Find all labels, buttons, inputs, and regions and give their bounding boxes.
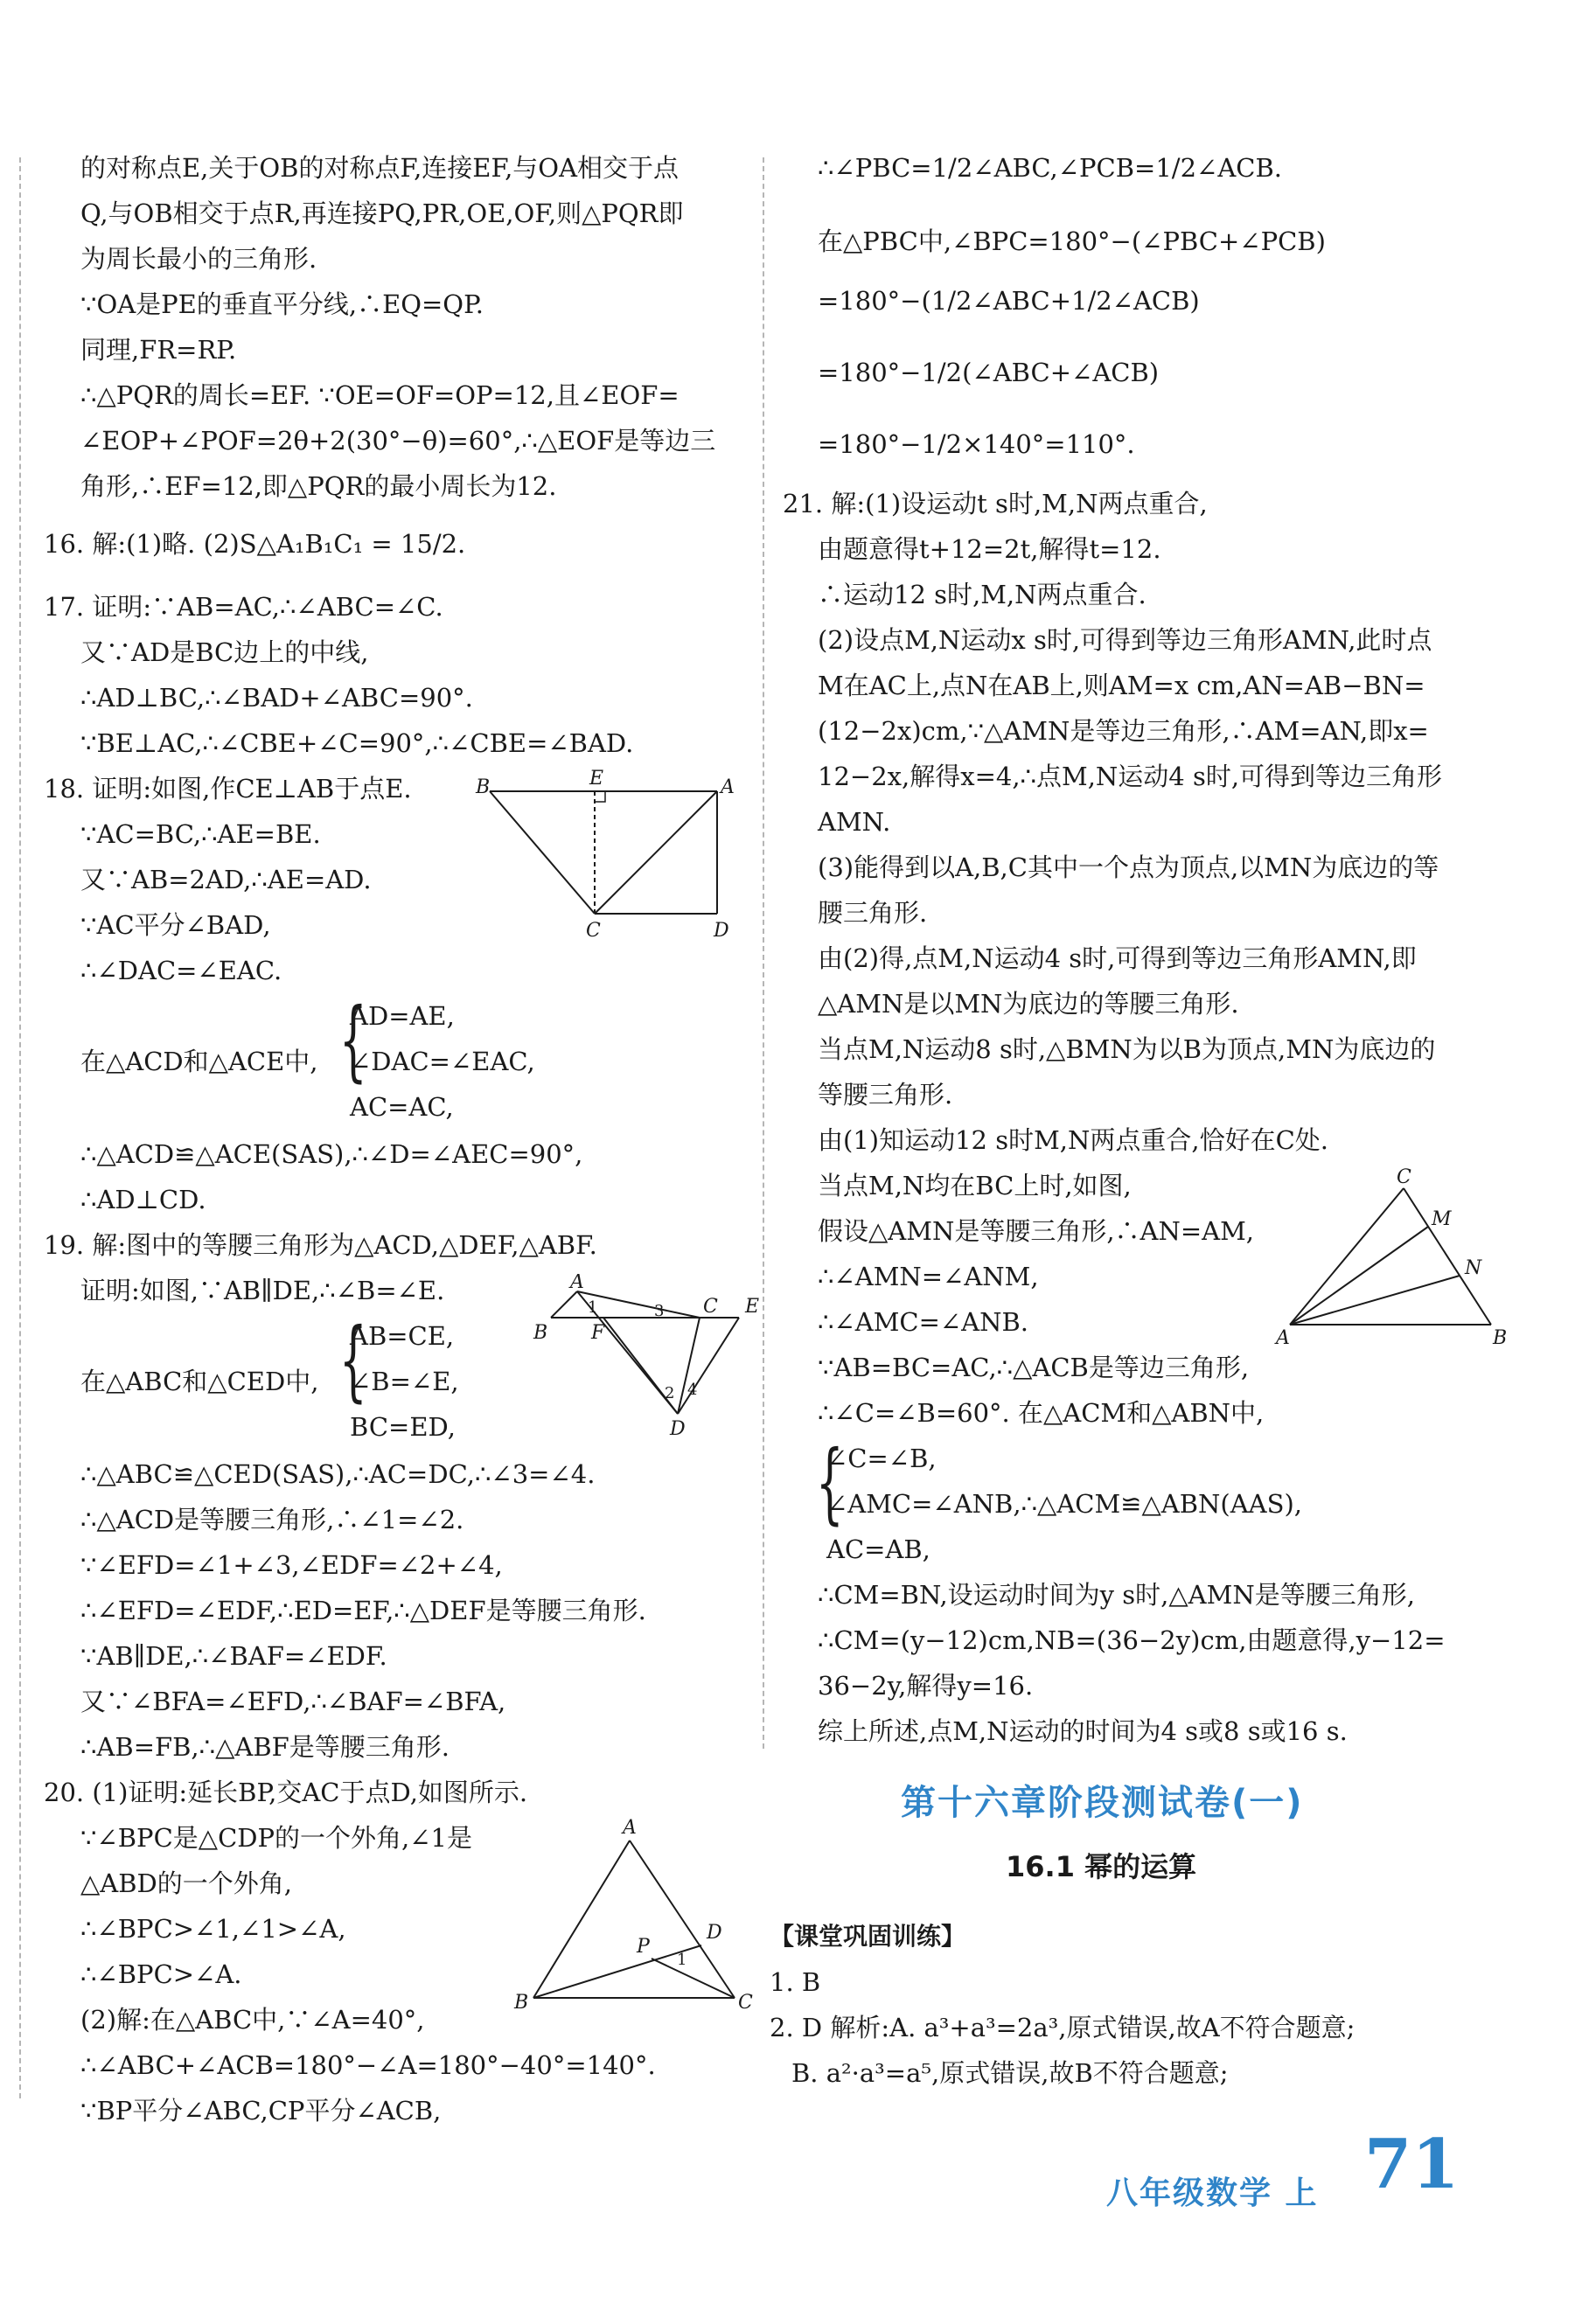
text-line: ∠EOP+∠POF=2θ+2(30°−θ)=60°,∴△EOF是等边三 xyxy=(80,426,716,456)
section-title: 第十六章阶段测试卷(一) xyxy=(901,1783,1304,1823)
text-line: =180°−1/2(∠ABC+∠ACB) xyxy=(818,358,1160,387)
text-line: ∴∠ABC+∠ACB=180°−∠A=180°−40°=140°. xyxy=(80,2050,656,2080)
text-line: ∴CM=BN,设运动时间为y s时,△AMN是等腰三角形, xyxy=(818,1580,1415,1610)
text-line: △ABD的一个外角, xyxy=(80,1868,293,1898)
label-a: A xyxy=(1276,1327,1290,1349)
brace-line: AD=AE, xyxy=(350,1001,455,1031)
text-line: ∴AB=FB,∴△ABF是等腰三角形. xyxy=(80,1732,450,1762)
label-a: A xyxy=(570,1274,584,1293)
text-line: ∴∠PBC=1/2∠ABC,∠PCB=1/2∠ACB. xyxy=(818,153,1282,183)
column-divider xyxy=(763,157,764,1749)
brace-line: ∠AMC=∠ANB,∴△ACM≌△ABN(AAS), xyxy=(826,1489,1302,1519)
text-line: ∴∠C=∠B=60°. 在△ACM和△ABN中, xyxy=(818,1398,1265,1428)
label-m: M xyxy=(1432,1208,1452,1230)
figure-19 xyxy=(516,1274,778,1440)
brace-line: ∠C=∠B, xyxy=(826,1444,937,1473)
brace-line: ∠B=∠E, xyxy=(350,1367,459,1396)
text-line: (2)解:在△ABC中,∵∠A=40°, xyxy=(80,2005,425,2035)
label-a: A xyxy=(721,776,735,798)
footer-label: 八年级数学 上 xyxy=(1106,2175,1319,2211)
answer-20: 20. (1)证明:延长BP,交AC于点D,如图所示. xyxy=(44,1778,528,1807)
text-line: 在△PBC中,∠BPC=180°−(∠PBC+∠PCB) xyxy=(818,226,1326,256)
text-line: 腰三角形. xyxy=(818,898,928,928)
text-line: ∵AC平分∠BAD, xyxy=(80,910,271,940)
text-line: ∴AD⊥CD. xyxy=(80,1185,206,1214)
text-line: ∵AB=BC=AC,∴△ACB是等边三角形, xyxy=(818,1353,1250,1382)
left-margin-rule xyxy=(19,157,21,2098)
angle-1: 1 xyxy=(677,1951,687,1969)
label-d: D xyxy=(707,1922,722,1944)
answer-18: 18. 证明:如图,作CE⊥AB于点E. xyxy=(44,774,412,804)
text-line: ∵OA是PE的垂直平分线,∴EQ=QP. xyxy=(80,289,484,319)
angle-1: 1 xyxy=(588,1298,598,1317)
text-line: ∴△ACD是等腰三角形,∴∠1=∠2. xyxy=(80,1505,464,1534)
section-subtitle: 16.1 幂的运算 xyxy=(1006,1850,1197,1883)
text-line: (3)能得到以A,B,C其中一个点为顶点,以MN为底边的等 xyxy=(818,852,1439,882)
text-line: ∴AD⊥BC,∴∠BAD+∠ABC=90°. xyxy=(80,683,473,713)
label-n: N xyxy=(1465,1257,1482,1279)
exercise-label: 【课堂巩固训练】 xyxy=(770,1922,966,1951)
label-b: B xyxy=(1493,1327,1508,1349)
angle-2: 2 xyxy=(665,1384,675,1402)
angle-4: 4 xyxy=(687,1381,698,1399)
exercise-item: B. a²·a³=a⁵,原式错误,故B不符合题意; xyxy=(791,2058,1229,2088)
text-line: 证明:如图,∵AB∥DE,∴∠B=∠E. xyxy=(80,1276,445,1305)
text-line: ∴∠AMC=∠ANB. xyxy=(818,1307,1029,1337)
brace-line: AC=AB, xyxy=(826,1534,930,1564)
text-line: ∵∠EFD=∠1+∠3,∠EDF=∠2+∠4, xyxy=(80,1550,503,1580)
text-line: ∴△PQR的周长=EF. ∵OE=OF=OP=12,且∠EOF= xyxy=(80,380,680,410)
figure-20 xyxy=(498,1814,761,2024)
brace-line: BC=ED, xyxy=(350,1412,456,1442)
answer-17: 17. 证明:∵AB=AC,∴∠ABC=∠C. xyxy=(44,592,443,622)
text-line: 当点M,N均在BC上时,如图, xyxy=(818,1171,1132,1200)
text-line: ∴∠AMN=∠ANM, xyxy=(818,1262,1039,1291)
brace-line: AC=AC, xyxy=(350,1092,454,1122)
exercise-item: 2. D 解析:A. a³+a³=2a³,原式错误,故A不符合题意; xyxy=(770,2013,1356,2042)
figure-18 xyxy=(455,765,752,940)
text-line: 36−2y,解得y=16. xyxy=(818,1671,1034,1701)
answer-21: 21. 解:(1)设运动t s时,M,N两点重合, xyxy=(783,489,1208,518)
text-line: 当点M,N运动8 s时,△BMN为以B为顶点,MN为底边的 xyxy=(818,1034,1436,1064)
text-line: 由题意得t+12=2t,解得t=12. xyxy=(818,534,1161,564)
label-f: F xyxy=(591,1322,605,1344)
text-line: ∵BP平分∠ABC,CP平分∠ACB, xyxy=(80,2096,442,2126)
label-d: D xyxy=(670,1418,686,1440)
text-line: 12−2x,解得x=4,∴点M,N运动4 s时,可得到等边三角形 xyxy=(818,762,1443,791)
text-line: 等腰三角形. xyxy=(818,1080,953,1110)
text-line: 为周长最小的三角形. xyxy=(80,244,317,274)
text-line: ∴∠BPC>∠1,∠1>∠A, xyxy=(80,1914,346,1944)
text-line: ∵AB∥DE,∴∠BAF=∠EDF. xyxy=(80,1641,387,1671)
text-line: 由(1)知运动12 s时M,N两点重合,恰好在C处. xyxy=(818,1125,1328,1155)
text-line: ∴∠DAC=∠EAC. xyxy=(80,956,282,985)
text-line: 假设△AMN是等腰三角形,∴AN=AM, xyxy=(818,1216,1255,1246)
text-line: ∵∠BPC是△CDP的一个外角,∠1是 xyxy=(80,1823,472,1853)
label-b: B xyxy=(476,776,491,798)
page-number: 71 xyxy=(1364,2125,1460,2204)
text-line: 在△ACD和△ACE中, xyxy=(80,1047,318,1076)
label-b: B xyxy=(533,1322,548,1344)
text-line: 角形,∴EF=12,即△PQR的最小周长为12. xyxy=(80,471,557,501)
label-p: P xyxy=(637,1936,650,1958)
answer-16: 16. 解:(1)略. (2)S△A₁B₁C₁ = 15/2. xyxy=(44,529,466,559)
exercise-item: 1. B xyxy=(770,1967,821,1997)
answer-19: 19. 解:图中的等腰三角形为△ACD,△DEF,△ABF. xyxy=(44,1230,597,1260)
brace: { xyxy=(338,989,367,1091)
brace-line: AB=CE, xyxy=(350,1321,455,1351)
text-line: △AMN是以MN为底边的等腰三角形. xyxy=(818,989,1239,1019)
label-c: C xyxy=(738,1992,753,2014)
angle-3: 3 xyxy=(654,1302,665,1320)
text-line: ∵AC=BC,∴AE=BE. xyxy=(80,819,321,849)
text-line: ∵BE⊥AC,∴∠CBE+∠C=90°,∴∠CBE=∠BAD. xyxy=(80,728,634,758)
text-line: ∴∠EFD=∠EDF,∴ED=EF,∴△DEF是等腰三角形. xyxy=(80,1596,646,1625)
text-line: M在AC上,点N在AB上,则AM=x cm,AN=AB−BN= xyxy=(818,671,1425,700)
text-line: ∴CM=(y−12)cm,NB=(36−2y)cm,由题意得,y−12= xyxy=(818,1625,1446,1655)
label-b: B xyxy=(514,1992,529,2014)
text-line: 又∵AB=2AD,∴AE=AD. xyxy=(80,865,372,894)
label-a: A xyxy=(623,1817,637,1839)
text-line: 又∵∠BFA=∠EFD,∴∠BAF=∠BFA, xyxy=(80,1687,506,1716)
text-line: AMN. xyxy=(818,807,891,837)
text-line: ∴∠BPC>∠A. xyxy=(80,1959,242,1989)
text-line: 在△ABC和△CED中, xyxy=(80,1367,319,1396)
text-line: 又∵AD是BC边上的中线, xyxy=(80,637,369,667)
text-line: Q,与OB相交于点R,再连接PQ,PR,OE,OF,则△PQR即 xyxy=(80,198,684,228)
label-e: E xyxy=(745,1296,760,1318)
text-line: (2)设点M,N运动x s时,可得到等边三角形AMN,此时点 xyxy=(818,625,1432,655)
label-c: C xyxy=(703,1296,718,1318)
text-line: 的对称点E,关于OB的对称点F,连接EF,与OA相交于点 xyxy=(80,153,680,183)
text-line: =180°−1/2×140°=110°. xyxy=(818,429,1135,459)
text-line: 由(2)得,点M,N运动4 s时,可得到等边三角形AMN,即 xyxy=(818,943,1417,973)
text-line: =180°−(1/2∠ABC+1/2∠ACB) xyxy=(818,286,1200,316)
figure-21 xyxy=(1272,1164,1535,1356)
brace: { xyxy=(815,1431,844,1534)
text-line: ∴△ABC≌△CED(SAS),∴AC=DC,∴∠3=∠4. xyxy=(80,1459,596,1489)
label-e: E xyxy=(589,768,604,790)
text-line: (12−2x)cm,∵△AMN是等边三角形,∴AM=AN,即x= xyxy=(818,716,1429,746)
label-c: C xyxy=(1397,1166,1411,1188)
brace: { xyxy=(338,1309,367,1411)
label-c: C xyxy=(586,920,601,940)
brace-line: ∠DAC=∠EAC, xyxy=(350,1047,535,1076)
label-d: D xyxy=(714,920,729,940)
text-line: 同理,FR=RP. xyxy=(80,335,237,365)
text-line: ∴△ACD≌△ACE(SAS),∴∠D=∠AEC=90°, xyxy=(80,1139,583,1169)
text-line: ∴运动12 s时,M,N两点重合. xyxy=(818,580,1146,609)
text-line: 综上所述,点M,N运动的时间为4 s或8 s或16 s. xyxy=(818,1716,1348,1746)
